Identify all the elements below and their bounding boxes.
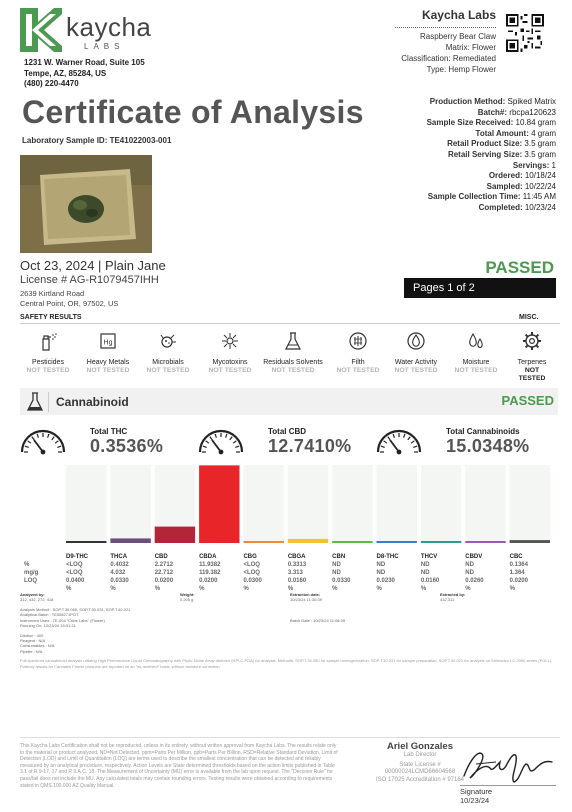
metadata-label: Production Method: <box>429 97 506 106</box>
safety-item-mycotoxins <box>198 330 262 375</box>
safety-item-water-activity <box>384 330 448 375</box>
table-column-cbn <box>332 553 378 593</box>
safety-item-name: Water Activity <box>394 359 438 366</box>
product-name: Raspberry Bear Claw <box>419 32 496 41</box>
total-value: 0.3536% <box>90 436 164 456</box>
table-cell: 0.0160 <box>420 578 440 584</box>
chart-column-bg <box>465 465 505 541</box>
safety-item-status: TESTED <box>518 375 546 382</box>
lab-address: 1231 W. Warner Road, Suite 105 Tempe, AZ, 85284, US (480) 220-4470 <box>24 58 145 88</box>
metadata-value: 3.5 gram <box>524 139 556 149</box>
safety-item-status: NOT TESTED <box>336 367 380 374</box>
metadata-row <box>427 129 556 140</box>
table-cell: ND <box>332 570 341 576</box>
report-date-client: Oct 23, 2024 | Plain Jane <box>20 258 166 273</box>
safety-item-heavy-metals <box>76 330 140 375</box>
heavy-metals-icon <box>97 330 119 352</box>
metadata-value: 10/23/24 <box>524 202 556 212</box>
column-header: CBC <box>509 554 523 560</box>
filth-icon <box>347 330 369 352</box>
table-cell: ND <box>420 562 430 568</box>
safety-item-pesticides <box>16 330 80 375</box>
director-name: Ariel Gonzales <box>387 741 453 752</box>
column-header: CBD <box>154 554 168 560</box>
table-cell: 22.712 <box>154 570 174 576</box>
qr-code-icon[interactable] <box>506 14 544 52</box>
client-address: 2639 Kirtland Road Central Point, OR, 97502, US <box>20 289 119 308</box>
chart-column-bg <box>244 465 284 541</box>
safety-item-moisture <box>444 330 508 375</box>
table-cell: 2.2712 <box>154 562 174 568</box>
chart-color-key <box>244 541 284 543</box>
reagent: Reagent : N/A <box>20 638 46 644</box>
chart-bar-cbga <box>288 539 328 541</box>
total-label: Total CBD <box>268 427 307 436</box>
table-column-cbda <box>199 553 245 593</box>
metadata-label: Retail Serving Size: <box>447 149 523 159</box>
metadata-value: 1 <box>551 160 556 170</box>
table-column-thcv <box>421 553 467 593</box>
metadata-value: 10/18/24 <box>524 171 556 181</box>
chart-color-key <box>199 541 239 543</box>
state-license-number: 00000024LCMD66604568 <box>384 769 456 775</box>
column-header: CBGA <box>287 554 306 560</box>
disclaimer-text: This Kaycha Labs Certification shall not be reproduced, unless in its entirety, without written approval from Kaycha Labs. The results relate only to the material or product analyzed. ND=Not Detected, ppm=Parts Per Million, ppb=Parts Per Billion, RSD=Relative Standard Deviation. Limit of Detection (LOD) and Limit of Quantitation (LOQ) are terms used to describe the smallest concentration that can be detected and reliably measured by an analytical procedure, respectively. Action Levels are State determined thresholds based on the action limits published in Table 3.1 of R 9-17, 17 and R 9.A.C. 18. The Measurement of Uncertainty (MU) error is available from the lab upon request. The "Decision Rule" for pass/fail does not include the MU. Any calculated totals may contain rounding errors. Testing results were obtained according to requirements stated in QMS.100.000 AZ Quality Manual. <box>20 743 338 789</box>
metadata-label: Sampled: <box>486 181 523 191</box>
chart-color-key <box>110 541 150 543</box>
table-cell: 0.0200 <box>199 578 218 584</box>
pipette: Pipette : N/A <box>20 648 43 654</box>
lab-divider <box>395 27 496 28</box>
table-column-d9-thc <box>66 553 112 593</box>
table-cell: 11.9382 <box>199 562 221 568</box>
kaycha-logo-mark <box>20 8 62 52</box>
signature-date: 10/23/24 <box>460 796 490 805</box>
chart-color-key <box>465 541 505 543</box>
table-cell: 0.4032 <box>110 562 129 568</box>
metadata-row <box>427 97 556 108</box>
safety-item-status: NOT TESTED <box>26 367 70 374</box>
safety-item-status: NOT TESTED <box>86 367 130 374</box>
table-cell: 0.0400 <box>66 578 85 584</box>
safety-item-status: NOT TESTED <box>271 367 315 374</box>
chart-color-key <box>377 541 417 543</box>
chart-column-bg <box>421 465 461 541</box>
column-header: CBN <box>332 554 346 560</box>
chart-color-key <box>332 541 372 543</box>
sample-weight: 0.205 g <box>180 597 194 603</box>
gauge-icon <box>198 426 244 456</box>
row-label: LOQ <box>24 578 37 584</box>
column-header: CBDA <box>199 554 217 560</box>
table-cell: % <box>332 586 338 592</box>
analysis-method: Analysis Method : SOP.T.30.050, SOP.T.30.031, SOP.T.40.021 <box>20 607 131 612</box>
water-drop-icon <box>405 330 427 352</box>
pesticide-spray-icon <box>37 330 59 352</box>
chart-color-key <box>421 541 461 543</box>
table-cell: ND <box>420 570 430 576</box>
row-label: % <box>24 562 30 568</box>
table-cell: ND <box>465 570 474 576</box>
lab-name: Kaycha Labs <box>421 8 496 22</box>
instrument-used: Instrument Used : TE-004 "Cube Labs" (Flower) <box>20 617 105 623</box>
chart-bar-cbd <box>155 527 195 541</box>
analyzed-by: 312, 432, 272, 418 <box>20 597 54 603</box>
table-cell: ND <box>376 570 386 576</box>
table-row-labels <box>24 553 70 585</box>
table-cell: % <box>199 586 205 592</box>
table-cell: ND <box>332 562 341 568</box>
overall-status-badge: PASSED <box>485 258 554 277</box>
table-cell: 0.0260 <box>465 578 484 584</box>
state-license-label: State License # <box>399 761 441 768</box>
safety-item-name: Pesticides <box>32 359 64 366</box>
gear-icon <box>521 330 543 352</box>
chart-column-bg <box>110 465 150 541</box>
metadata-value: 10/22/24 <box>524 181 556 191</box>
metadata-row <box>427 192 556 203</box>
column-header: D8-THC <box>376 554 399 560</box>
dilution: Dilution : 400 <box>20 632 44 638</box>
gauge-icon <box>376 426 422 456</box>
safety-item-microbials <box>136 330 200 375</box>
safety-item-status: NOT TESTED <box>454 367 498 374</box>
metadata-value: Spiked Matrix <box>507 97 556 106</box>
metadata-label: Total Amount: <box>475 128 529 138</box>
product-type: Type: Hemp Flower <box>426 65 496 74</box>
table-cell: 0.1364 <box>509 562 528 568</box>
table-column-cbd <box>155 553 201 593</box>
table-cell: % <box>465 586 471 592</box>
table-cell: <LOQ <box>243 562 260 568</box>
safety-item-name: Heavy Metals <box>86 359 130 366</box>
safety-item-name: Moisture <box>462 359 490 366</box>
flask-icon <box>282 330 304 352</box>
row-label: mg/g <box>24 570 39 576</box>
chart-column-bg <box>332 465 372 541</box>
table-cell: 0.0330 <box>110 578 129 584</box>
chart-column-bg <box>288 465 328 541</box>
safety-item-terpenes <box>500 330 564 383</box>
chart-bar-cbda <box>199 465 239 541</box>
chart-color-key <box>288 541 328 543</box>
metadata-label: Sample Size Received: <box>426 118 514 128</box>
metadata-row <box>427 161 556 172</box>
method-note: Full spectrum cannabinoid analysis utilizing High Performance Liquid Chromatography with Photo Diode Array detector (HPLC-PDA) for analysis. Methods: SOP.T.30.050 for sample homogenization, SOP.T.30.031 for sample preparation, SOP.T.40.021 for analysis on Shimadzu LC-2050 series (PGLL). Potency results for Cannabis Flower products are reported on an "as received" basis, without moisture correction. <box>20 658 553 669</box>
table-cell: % <box>110 586 116 592</box>
iso-accreditation: ISO 17025 Accreditation # 97164 <box>375 776 465 783</box>
safety-item-name: Filth <box>351 359 365 366</box>
total-label: Total THC <box>90 427 128 436</box>
metadata-row <box>427 150 556 161</box>
metadata-row <box>427 108 556 119</box>
results-table <box>20 553 560 592</box>
client-license: License # AG-R1079457IHH <box>20 274 159 286</box>
cannabinoid-title: Cannabinoid <box>56 395 129 409</box>
footer-divider <box>20 737 560 738</box>
logo-text: kaycha <box>66 12 152 42</box>
chart-bar-cbc <box>510 540 550 541</box>
total-value: 15.0348% <box>446 436 530 456</box>
product-info <box>401 31 496 75</box>
table-cell: ND <box>465 562 474 568</box>
table-cell: 4.032 <box>110 570 126 576</box>
flask-icon <box>25 391 45 413</box>
row-label <box>24 553 70 561</box>
chart-color-key <box>155 541 195 543</box>
sample-photo <box>20 155 152 253</box>
metadata-row <box>427 203 556 214</box>
chart-color-key <box>510 541 550 543</box>
cannabinoid-status-badge: PASSED <box>501 393 554 408</box>
table-cell: <LOQ <box>66 570 83 576</box>
safety-item-name: Residuals Solvents <box>263 359 323 366</box>
safety-item-filth <box>326 330 390 375</box>
safety-item-status: NOT TESTED <box>394 367 438 374</box>
chart-bar-thca <box>110 538 150 541</box>
laboratory-sample-id: Laboratory Sample ID: TE41022003-001 <box>22 136 172 145</box>
chart-column-bg <box>510 465 550 541</box>
page-indicator: Pages 1 of 2 <box>404 278 556 298</box>
metadata-value: 11:45 AM <box>522 192 556 202</box>
metadata-label: Ordered: <box>488 171 523 181</box>
microbe-icon <box>157 330 179 352</box>
cannabinoid-bar-chart <box>64 465 552 557</box>
table-cell: 1.364 <box>509 570 525 576</box>
total-value: 12.7410% <box>268 436 352 456</box>
table-cell: 0.0200 <box>509 578 528 584</box>
metadata-value: 4 gram <box>531 128 556 138</box>
table-cell: <LOQ <box>243 570 260 576</box>
chart-column-bg <box>377 465 417 541</box>
safety-item-status: NOT TESTED <box>208 367 252 374</box>
table-cell: 0.3313 <box>287 562 307 568</box>
table-column-d8-thc <box>377 553 423 593</box>
safety-item-status: NOT <box>524 367 540 374</box>
analytical-batch: Analytical Batch : TE008271POT <box>20 612 79 618</box>
table-cell: 3.313 <box>287 570 303 576</box>
metadata-label: Sample Collection Time: <box>427 192 521 202</box>
table-cell: % <box>509 586 515 592</box>
table-column-cbc <box>510 553 556 593</box>
safety-results-heading: SAFETY RESULTS <box>20 314 82 321</box>
table-cell: 0.0300 <box>243 578 262 584</box>
metadata-row <box>427 118 556 129</box>
metadata-row <box>427 171 556 182</box>
table-column-cbdv <box>465 553 511 593</box>
table-cell: 0.0160 <box>287 578 307 584</box>
column-header: CBDV <box>465 554 483 560</box>
column-header: THCA <box>110 554 128 560</box>
column-header: D9-THC <box>66 554 88 560</box>
safety-item-status: NOT TESTED <box>146 367 190 374</box>
signature-line <box>460 785 556 786</box>
metadata-label: Retail Product Size: <box>447 139 523 149</box>
column-header: CBG <box>243 554 257 560</box>
extraction-date: 10/23/24 11:30:39 <box>290 597 322 603</box>
table-cell: % <box>420 586 427 592</box>
director-signature <box>456 742 560 786</box>
table-cell: % <box>376 586 382 592</box>
table-cell: 119.382 <box>199 570 221 576</box>
product-matrix: Matrix: Flower <box>445 43 496 52</box>
cannabinoid-header-separator <box>48 392 49 412</box>
table-cell: 0.0330 <box>332 578 351 584</box>
safety-item-residuals-solvents <box>261 330 325 375</box>
sample-metadata <box>427 97 556 214</box>
total-label: Total Cannabinoids <box>446 427 520 436</box>
metadata-value: rbcpa120623 <box>509 107 556 117</box>
consumables: Consumables : N/A <box>20 643 55 649</box>
gauge-icon <box>20 426 66 456</box>
table-column-thca <box>110 553 156 593</box>
table-cell: ND <box>376 562 386 568</box>
table-column-cbga <box>288 553 334 593</box>
safety-divider <box>20 323 560 324</box>
table-cell: <LOQ <box>66 562 83 568</box>
table-cell: 0.0230 <box>376 578 395 584</box>
metadata-row <box>427 139 556 150</box>
table-cell: % <box>287 586 294 592</box>
table-cell: % <box>243 586 249 592</box>
metadata-label: Completed: <box>478 202 523 212</box>
misc-heading: MISC. <box>519 314 539 321</box>
table-cell: % <box>154 586 161 592</box>
logo-subtext: LABS <box>84 42 125 51</box>
moisture-icon <box>465 330 487 352</box>
analysis-details: Analyzed by: 312, 432, 272, 418 Weight: 0.205 g Extraction date: 10/23/24 11:30:39 Extracted by: 432,312 Analysis Method : SOP.T.30.050, SOP.T.30.031, SOP.T.40.021 Analytical Batch : TE008271POT Instrument Used : TE-004 "Cube Labs" (Flower) Batch Date : 10/23/24 11:08:09 Running On: 10/23/24 15:01:21 Dilution : 400 Reagent : N/A Consumables : N/A Pipette : N/A Full spectrum cannabinoid analysis utilizing High Performance Liquid Chromatography with Photo Diode Array detector (HPLC-PDA) for analysis. Methods: SOP.T.30.050 for sample homogenization, SOP.T.30.031 for sample preparation, SOP.T.40.021 for analysis on Shimadzu LC-2050 series (PGLL). Potency results for Cannabis Flower products are reported on an "as received" basis, without moisture correction. <box>20 592 560 669</box>
safety-item-name: Microbials <box>152 359 184 366</box>
document-title: Certificate of Analysis <box>22 94 364 130</box>
extracted-by: 432,312 <box>440 597 455 603</box>
metadata-row <box>427 182 556 193</box>
mycotoxin-icon <box>219 330 241 352</box>
batch-date: Batch Date : 10/23/24 11:08:09 <box>290 617 346 623</box>
chart-color-key <box>66 541 106 543</box>
safety-item-name: Terpenes <box>517 359 547 366</box>
director-title: Lab Director <box>403 752 437 758</box>
running-date: Running On: 10/23/24 15:01:21 <box>20 623 76 629</box>
metadata-label: Batch#: <box>477 107 508 117</box>
table-cell: % <box>66 586 72 592</box>
product-classification: Classification: Remediated <box>401 54 496 63</box>
chart-column-bg <box>66 465 106 541</box>
svg-text:Hg: Hg <box>103 339 113 347</box>
table-cell: 0.0200 <box>154 578 174 584</box>
metadata-value: 3.5 gram <box>524 149 556 159</box>
signature-label: Signature <box>460 787 493 796</box>
metadata-label: Servings: <box>512 160 550 170</box>
safety-item-name: Mycotoxins <box>212 359 248 366</box>
metadata-value: 10.84 gram <box>515 118 556 128</box>
signature-block <box>460 787 492 805</box>
table-column-cbg <box>243 553 289 593</box>
column-header: THCV <box>420 554 438 560</box>
